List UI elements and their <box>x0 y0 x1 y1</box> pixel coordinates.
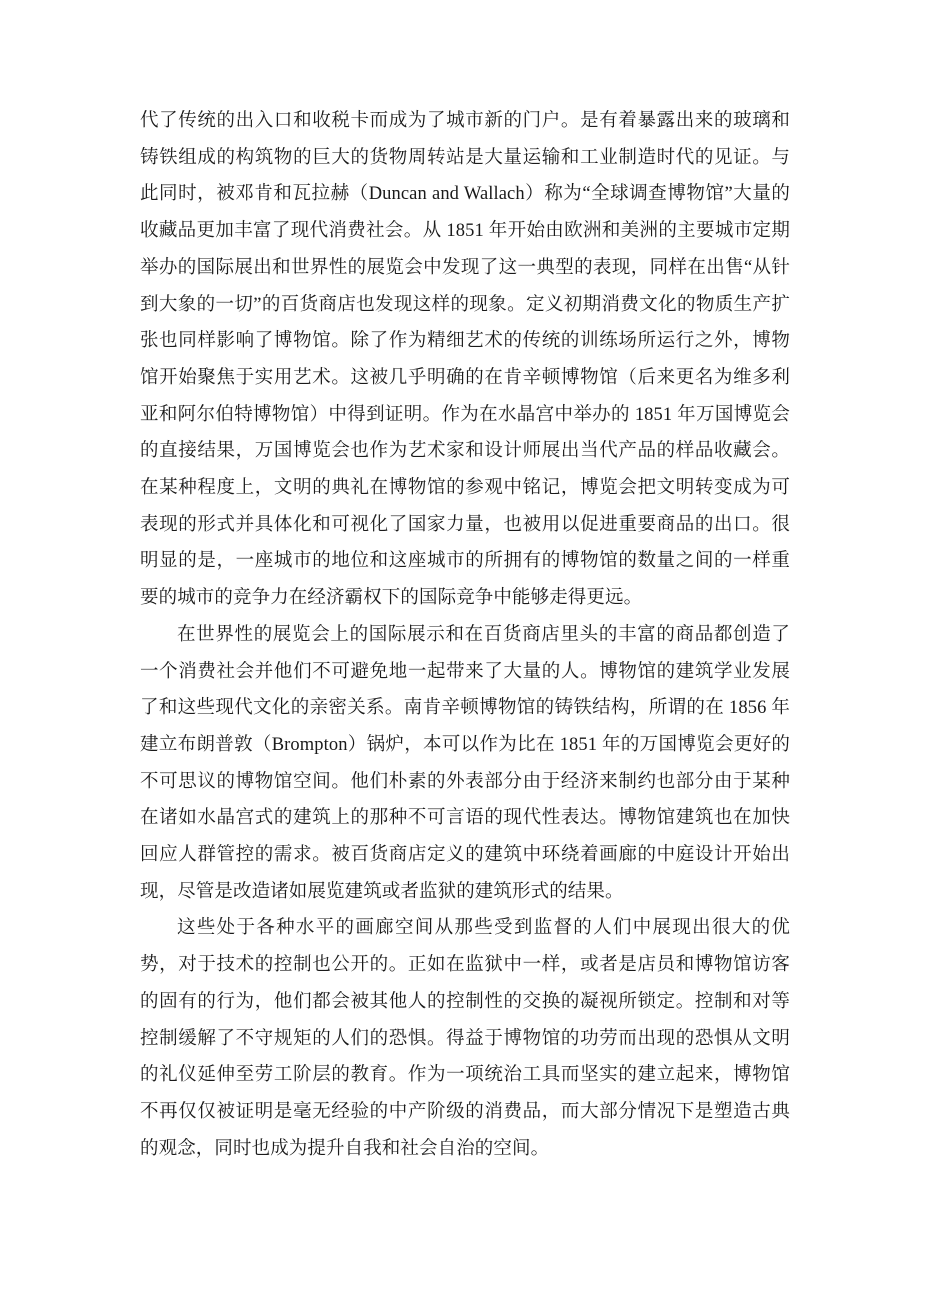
document-body <box>140 103 790 1167</box>
paragraph-1: 代了传统的出入口和收税卡而成为了城市新的门户。是有着暴露出来的玻璃和铸铁组成的构筑物的巨大的货物周转站是大量运输和工业制造时代的见证。与此同时，被邓肯和瓦拉赫（Duncan and Wallach）称为“全球调查博物馆”大量的收藏品更加丰富了现代消费社会。从 1851 年开始由欧洲和美洲的主要城市定期举办的国际展出和世界性的展览会中发现了这一典型的表现，同样在出售“从针到大象的一切”的百货商店也发现这样的现象。定义初期消费文化的物质生产扩张也同样影响了博物馆。除了作为精细艺术的传统的训练场所运行之外，博物馆开始聚焦于实用艺术。这被几乎明确的在肯辛顿博物馆（后来更名为维多利亚和阿尔伯特博物馆）中得到证明。作为在水晶宫中举办的 1851 年万国博览会的直接结果，万国博览会也作为艺术家和设计师展出当代产品的样品收藏会。在某种程度上，文明的典礼在博物馆的参观中铭记，博览会把文明转变成为可表现的形式并具体化和可视化了国家力量，也被用以促进重要商品的出口。很明显的是，一座城市的地位和这座城市的所拥有的博物馆的数量之间的一样重要的城市的竞争力在经济霸权下的国际竞争中能够走得更远。 <box>140 111 790 609</box>
paragraph-2: 在世界性的展览会上的国际展示和在百货商店里头的丰富的商品都创造了一个消费社会并他们不可避免地一起带来了大量的人。博物馆的建筑学业发展了和这些现代文化的亲密关系。南肯辛顿博物馆的铸铁结构，所谓的在 1856 年建立布朗普敦（Brompton）锅炉，本可以作为比在 1851 年的万国博览会更好的不可思议的博物馆空间。他们朴素的外表部分由于经济来制约也部分由于某种在诸如水晶宫式的建筑上的那种不可言语的现代性表达。博物馆建筑也在加快回应人群管控的需求。被百货商店定义的建筑中环绕着画廊的中庭设计开始出现，尽管是改造诸如展览建筑或者监狱的建筑形式的结果。 <box>140 624 790 902</box>
paragraph-3: 这些处于各种水平的画廊空间从那些受到监督的人们中展现出很大的优势，对于技术的控制也公开的。正如在监狱中一样，或者是店员和博物馆访客的固有的行为，他们都会被其他人的控制性的交换的凝视所锁定。控制和对等控制缓解了不守规矩的人们的恐惧。得益于博物馆的功劳而出现的恐惧从文明的礼仪延伸至劳工阶层的教育。作为一项统治工具而坚实的建立起来，博物馆不再仅仅被证明是毫无经验的中产阶级的消费品，而大部分情况下是塑造古典的观念，同时也成为提升自我和社会自治的空间。 <box>140 918 790 1159</box>
